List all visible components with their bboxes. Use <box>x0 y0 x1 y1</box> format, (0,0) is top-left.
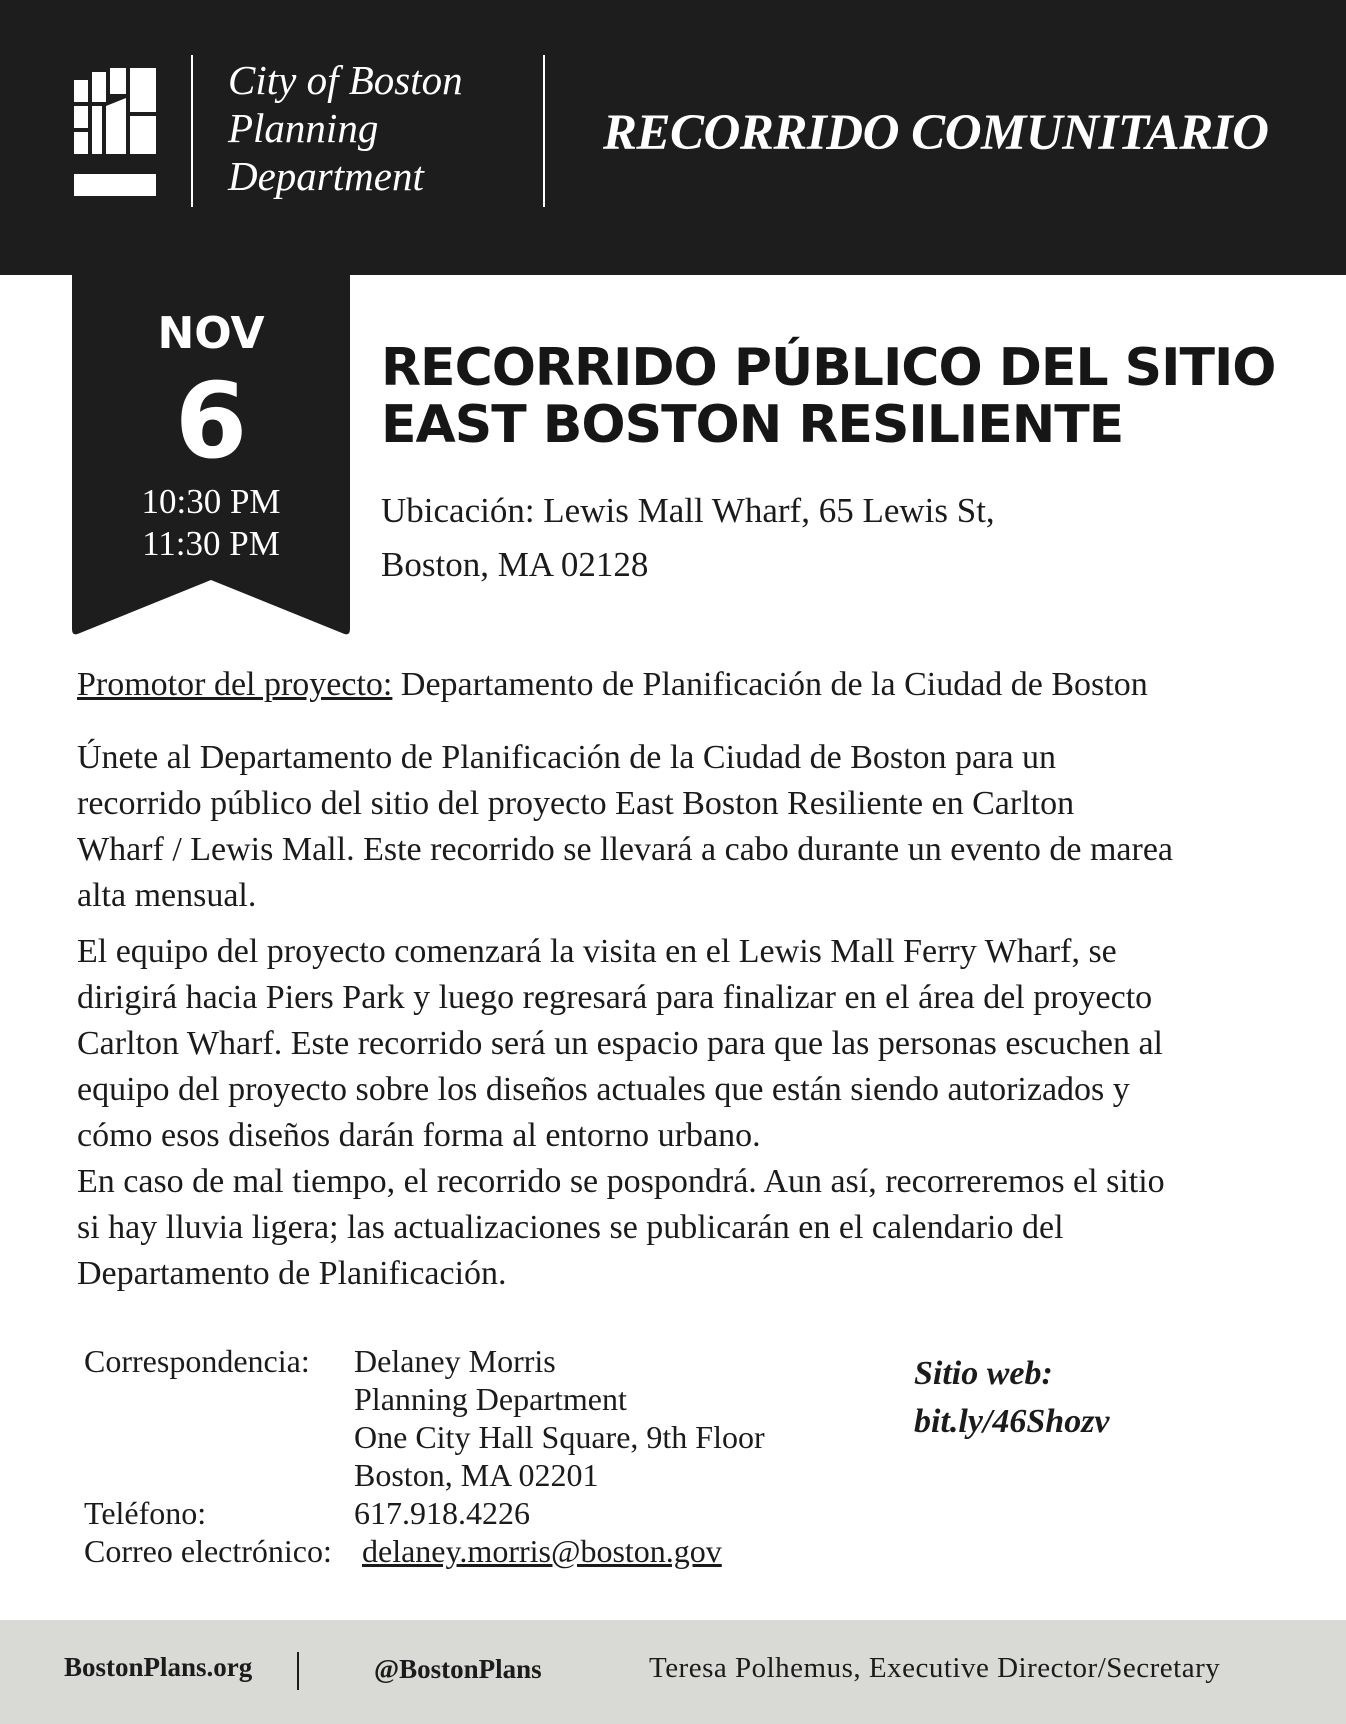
footer-social-handle[interactable]: @BostonPlans <box>374 1654 542 1684</box>
location-line: Boston, MA 02128 <box>381 545 649 584</box>
email-link[interactable]: delaney.morris@boston.gov <box>362 1533 722 1569</box>
event-title-line: EAST BOSTON RESILIENTE <box>381 395 1124 455</box>
paragraph-line: Carlton Wharf. Este recorrido será un espacio para que las personas escuchen al <box>77 1025 1163 1062</box>
event-title-line: RECORRIDO PÚBLICO DEL SITIO <box>381 338 1276 398</box>
footer-site-link[interactable]: BostonPlans.org <box>64 1652 253 1682</box>
event-day: 6 <box>174 360 248 482</box>
paragraph-line: Wharf / Lewis Mall. Este recorrido se llevará a cabo durante un evento de marea <box>77 831 1174 868</box>
website-block <box>914 1350 1110 1446</box>
event-location <box>381 484 995 592</box>
correspondence-label: Correspondencia: <box>84 1343 310 1379</box>
paragraph-line: El equipo del proyecto comenzará la visita en el Lewis Mall Ferry Wharf, se <box>77 933 1117 970</box>
paragraph-line: si hay lluvia ligera; las actualizaciones se publicarán en el calendario del <box>77 1209 1064 1246</box>
event-start-time: 10:30 PM <box>141 482 281 521</box>
paragraph-line: cómo esos diseños darán forma al entorno urbano. <box>77 1117 761 1154</box>
correspondence-city: Boston, MA 02201 <box>354 1457 599 1493</box>
paragraph-line: Únete al Departamento de Planificación de la Ciudad de Boston para un <box>77 739 1057 776</box>
website-link[interactable]: bit.ly/46Shozv <box>914 1403 1110 1440</box>
location-line: Ubicación: Lewis Mall Wharf, 65 Lewis St, <box>381 491 995 530</box>
header-divider <box>543 55 545 207</box>
org-name <box>228 56 463 200</box>
phone-label: Teléfono: <box>84 1495 207 1531</box>
description-paragraph <box>77 735 1277 919</box>
event-month: NOV <box>157 308 265 359</box>
event-title <box>381 340 1276 454</box>
contact-info <box>84 1342 765 1570</box>
paragraph-line: recorrido público del sitio del proyecto East Boston Resiliente en Carlton <box>77 785 1075 822</box>
footer-director: Teresa Polhemus, Executive Director/Secretary <box>649 1652 1221 1684</box>
city-logo-icon <box>74 68 156 196</box>
phone-number: 617.918.4226 <box>354 1495 530 1531</box>
footer-divider <box>297 1652 299 1690</box>
promoter-label: Promotor del proyecto: <box>77 666 393 703</box>
org-name-line: City of Boston <box>228 57 463 103</box>
event-end-time: 11:30 PM <box>142 524 280 563</box>
paragraph-line: dirigirá hacia Piers Park y luego regresará para finalizar en el área del proyecto <box>77 979 1153 1016</box>
correspondence-dept: Planning Department <box>354 1381 627 1417</box>
website-label: Sitio web: <box>914 1355 1053 1392</box>
header-title: RECORRIDO COMUNITARIO <box>603 105 1269 161</box>
correspondence-street: One City Hall Square, 9th Floor <box>354 1419 765 1455</box>
org-name-line: Planning <box>228 105 379 151</box>
paragraph-line: alta mensual. <box>77 877 257 914</box>
correspondence-name: Delaney Morris <box>354 1343 556 1379</box>
header-divider <box>191 55 193 207</box>
itinerary-paragraph <box>77 929 1277 1297</box>
paragraph-line: equipo del proyecto sobre los diseños actuales que están siendo autorizados y <box>77 1071 1130 1108</box>
org-name-line: Department <box>228 153 424 199</box>
project-promoter <box>77 666 1148 704</box>
promoter-value: Departamento de Planificación de la Ciudad de Boston <box>392 666 1148 703</box>
paragraph-line: Departamento de Planificación. <box>77 1255 507 1292</box>
email-label: Correo electrónico: <box>84 1533 332 1569</box>
paragraph-line: En caso de mal tiempo, el recorrido se pospondrá. Aun así, recorreremos el sitio <box>77 1163 1165 1200</box>
